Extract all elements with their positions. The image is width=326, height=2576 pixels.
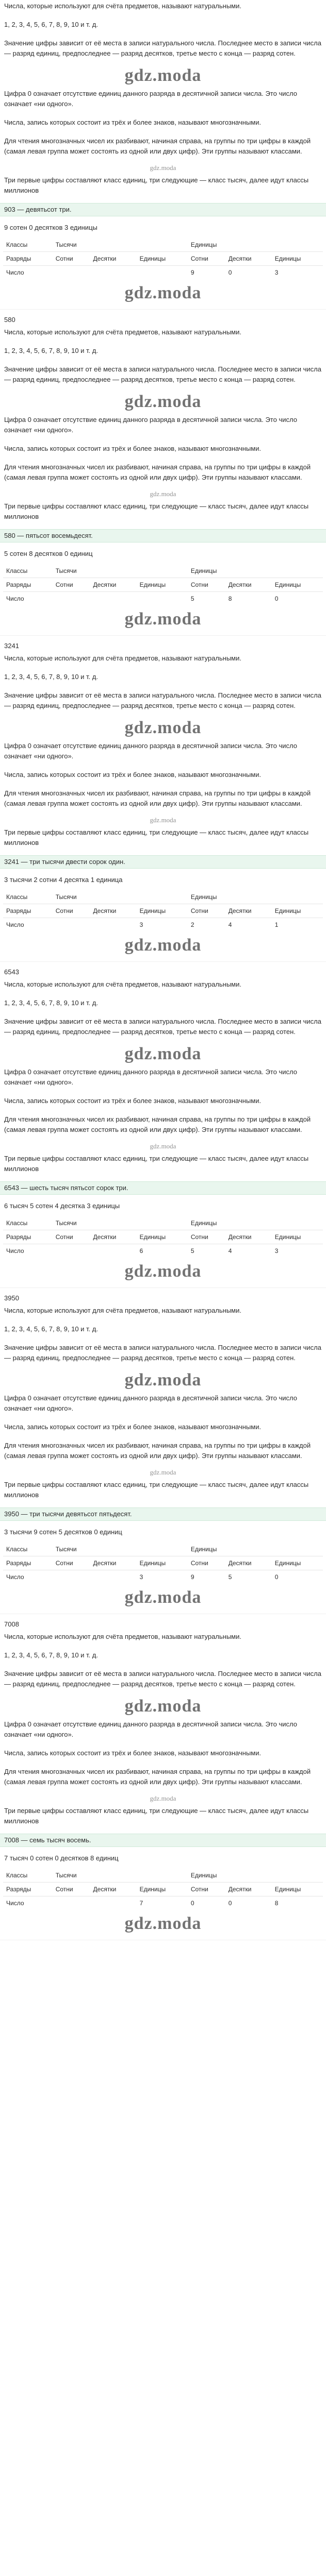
table-cell: Тысячи: [55, 1872, 77, 1879]
table-cell: [90, 1570, 137, 1584]
watermark: gdz.moda: [124, 718, 202, 737]
explanation-text: 1, 2, 3, 4, 5, 6, 7, 8, 9, 10 и т. д.: [4, 1651, 98, 1659]
table-cell: Число: [3, 1570, 53, 1584]
watermark: gdz.moda: [124, 1370, 202, 1389]
explanation-text: Числа, запись которых состоит из трёх и более знаков, называют многозначными.: [4, 1749, 262, 1757]
problem-id: 6543: [4, 968, 19, 976]
place-value-table: [3, 1216, 323, 1258]
table-cell: Единицы: [190, 241, 217, 248]
composition-text: 9 сотен 0 десятков 3 единицы: [4, 224, 97, 231]
explanation-text: Числа, запись которых состоит из трёх и более знаков, называют многозначными.: [4, 771, 262, 778]
table-cell: Единицы: [190, 567, 217, 574]
table-cell: [53, 1244, 90, 1258]
watermark: gdz.moda: [124, 1262, 202, 1281]
watermark: gdz.moda: [150, 816, 176, 824]
composition-text: 5 сотен 8 десятков 0 единиц: [4, 550, 93, 557]
table-cell: 5: [188, 1244, 225, 1258]
table-cell: [90, 918, 137, 932]
table-cell: Разряды: [3, 904, 53, 918]
explanation-text: Числа, которые используют для счёта предметов, называют натуральными.: [4, 1307, 241, 1314]
table-cell: 0: [188, 1896, 225, 1910]
table-cell: [90, 1244, 137, 1258]
problem-block: [0, 966, 326, 1288]
table-cell: Классы: [6, 241, 28, 248]
table-cell: [53, 266, 90, 280]
table-row: [3, 1216, 323, 1230]
table-cell: Число: [3, 1244, 53, 1258]
table-cell: Десятки: [225, 1230, 272, 1244]
watermark: gdz.moda: [124, 609, 202, 629]
table-cell: Разряды: [3, 1883, 53, 1896]
composition-text: 3 тысячи 2 сотни 4 десятка 1 единица: [4, 876, 123, 884]
table-cell: 5: [188, 592, 225, 606]
table-cell: [137, 238, 188, 252]
explanation-text: Цифра 0 означает отсутствие единиц данного разряда в десятичной записи числа. Это число означает «ни одного».: [4, 742, 297, 760]
table-cell: Единицы: [137, 578, 188, 592]
table-cell: [53, 918, 90, 932]
table-cell: [90, 266, 137, 280]
place-value-table: [3, 238, 323, 279]
table-cell: Единицы: [137, 1230, 188, 1244]
watermark: gdz.moda: [124, 936, 202, 955]
table-cell: Десятки: [90, 578, 137, 592]
table-cell: Сотни: [53, 1883, 90, 1896]
table-cell: 0: [272, 592, 323, 606]
table-row: [3, 578, 323, 592]
table-row: [3, 592, 323, 606]
explanation-text: Числа, которые используют для счёта предметов, называют натуральными.: [4, 1633, 241, 1640]
watermark: gdz.moda: [124, 66, 202, 85]
explanation-text: Числа, запись которых состоит из трёх и более знаков, называют многозначными.: [4, 1097, 262, 1105]
table-cell: 5: [225, 1570, 272, 1584]
explanation-text: Три первые цифры составляют класс единиц, три следующие — класс тысяч, далее идут классы миллионов: [4, 1807, 309, 1825]
table-cell: 2: [188, 918, 225, 932]
table-cell: Число: [3, 1896, 53, 1910]
table-row: [3, 238, 323, 252]
table-cell: Сотни: [53, 1230, 90, 1244]
answer-highlight: 7008 — семь тысяч восемь.: [0, 1834, 326, 1847]
table-row: [3, 904, 323, 918]
table-cell: Тысячи: [55, 1219, 77, 1227]
watermark: gdz.moda: [150, 1468, 176, 1476]
table-cell: Тысячи: [55, 893, 77, 901]
explanation-text: Для чтения многозначных чисел их разбивают, начиная справа, на группы по три цифры в каждой (самая левая группа может состоять из одной или двух цифр). Эти группы называют классами.: [4, 463, 311, 481]
table-cell: Единицы: [272, 904, 323, 918]
explanation-text: Три первые цифры составляют класс единиц, три следующие — класс тысяч, далее идут классы миллионов: [4, 502, 309, 520]
explanation-text: Значение цифры зависит от её места в записи натурального числа. Последнее место в записи числа — разряд единиц, предпоследнее — разряд десятков, третье место с конца — разряд сотен.: [4, 1344, 321, 1362]
table-cell: 3: [272, 266, 323, 280]
table-cell: Десятки: [225, 578, 272, 592]
explanation-text: Для чтения многозначных чисел их разбивают, начиная справа, на группы по три цифры в каждой (самая левая группа может состоять из одной или двух цифр). Эти группы называют классами.: [4, 137, 311, 155]
problem-id: 7008: [4, 1620, 19, 1628]
table-cell: Единицы: [272, 1230, 323, 1244]
place-value-table: [3, 890, 323, 931]
table-cell: Десятки: [225, 904, 272, 918]
answer-highlight: 903 — девятьсот три.: [0, 203, 326, 216]
explanation-text: Значение цифры зависит от её места в записи натурального числа. Последнее место в записи числа — разряд единиц, предпоследнее — разряд десятков, третье место с конца — разряд сотен.: [4, 1670, 321, 1688]
explanation-text: Для чтения многозначных чисел их разбивают, начиная справа, на группы по три цифры в каждой (самая левая группа может состоять из одной или двух цифр). Эти группы называют классами.: [4, 1115, 311, 1133]
table-cell: Единицы: [137, 904, 188, 918]
answer-highlight: 3241 — три тысячи двести сорок один.: [0, 855, 326, 869]
table-cell: Число: [3, 266, 53, 280]
table-cell: 0: [225, 1896, 272, 1910]
watermark: gdz.moda: [124, 1588, 202, 1607]
place-value-table: [3, 564, 323, 605]
problem-id: 3950: [4, 1294, 19, 1302]
explanation-text: Числа, которые используют для счёта предметов, называют натуральными.: [4, 654, 241, 662]
table-cell: Единицы: [137, 1556, 188, 1570]
table-cell: Десятки: [90, 1556, 137, 1570]
table-cell: Классы: [6, 1872, 28, 1879]
table-cell: 9: [188, 266, 225, 280]
table-row: [3, 918, 323, 932]
explanation-text: Для чтения многозначных чисел их разбивают, начиная справа, на группы по три цифры в каждой (самая левая группа может состоять из одной или двух цифр). Эти группы называют классами.: [4, 789, 311, 807]
table-row: [3, 1896, 323, 1910]
table-cell: 3: [137, 1570, 188, 1584]
explanation-text: Для чтения многозначных чисел их разбивают, начиная справа, на группы по три цифры в каждой (самая левая группа может состоять из одной или двух цифр). Эти группы называют классами.: [4, 1442, 311, 1460]
table-cell: Десятки: [225, 1883, 272, 1896]
table-row: [3, 1570, 323, 1584]
table-row: [3, 1869, 323, 1883]
table-cell: Десятки: [90, 1883, 137, 1896]
table-cell: 7: [137, 1896, 188, 1910]
explanation-text: Цифра 0 означает отсутствие единиц данного разряда в десятичной записи числа. Это число означает «ни одного».: [4, 1394, 297, 1412]
table-cell: Сотни: [53, 252, 90, 266]
composition-text: 6 тысяч 5 сотен 4 десятка 3 единицы: [4, 1202, 120, 1210]
table-cell: 3: [272, 1244, 323, 1258]
table-cell: Единицы: [190, 1219, 217, 1227]
table-cell: Единицы: [190, 1872, 217, 1879]
explanation-text: 1, 2, 3, 4, 5, 6, 7, 8, 9, 10 и т. д.: [4, 21, 98, 28]
table-cell: 1: [272, 918, 323, 932]
watermark: gdz.moda: [124, 1044, 202, 1063]
composition-text: 3 тысячи 9 сотен 5 десятков 0 единиц: [4, 1528, 122, 1536]
watermark: gdz.moda: [124, 1697, 202, 1716]
table-cell: [137, 564, 188, 578]
table-cell: Сотни: [188, 1556, 225, 1570]
problem-block: [0, 1292, 326, 1614]
table-cell: Сотни: [188, 904, 225, 918]
explanation-text: Для чтения многозначных чисел их разбивают, начиная справа, на группы по три цифры в каждой (самая левая группа может состоять из одной или двух цифр). Эти группы называют классами.: [4, 1768, 311, 1786]
problem-block: [0, 314, 326, 636]
table-cell: 4: [225, 918, 272, 932]
problem-id: 3241: [4, 642, 19, 650]
problem-id: 580: [4, 316, 15, 324]
table-cell: 8: [225, 592, 272, 606]
table-cell: [53, 1896, 90, 1910]
table-row: [3, 1244, 323, 1258]
table-cell: 6: [137, 1244, 188, 1258]
table-cell: Сотни: [188, 252, 225, 266]
explanation-text: Цифра 0 означает отсутствие единиц данного разряда в десятичной записи числа. Это число означает «ни одного».: [4, 1720, 297, 1738]
table-cell: Разряды: [3, 1230, 53, 1244]
table-cell: Единицы: [137, 252, 188, 266]
explanation-text: Три первые цифры составляют класс единиц, три следующие — класс тысяч, далее идут классы миллионов: [4, 828, 309, 846]
watermark: gdz.moda: [124, 1914, 202, 1933]
problem-block: [0, 0, 326, 310]
explanation-text: Числа, которые используют для счёта предметов, называют натуральными.: [4, 980, 241, 988]
table-cell: Разряды: [3, 252, 53, 266]
table-cell: Единицы: [272, 578, 323, 592]
table-cell: Десятки: [90, 252, 137, 266]
table-cell: Единицы: [137, 1883, 188, 1896]
explanation-text: Три первые цифры составляют класс единиц, три следующие — класс тысяч, далее идут классы миллионов: [4, 176, 309, 194]
table-cell: [137, 1869, 188, 1883]
table-row: [3, 1883, 323, 1896]
table-cell: Классы: [6, 1546, 28, 1553]
explanation-text: Три первые цифры составляют класс единиц, три следующие — класс тысяч, далее идут классы миллионов: [4, 1155, 309, 1173]
table-row: [3, 252, 323, 266]
explanation-text: 1, 2, 3, 4, 5, 6, 7, 8, 9, 10 и т. д.: [4, 1325, 98, 1333]
explanation-text: Числа, которые используют для счёта предметов, называют натуральными.: [4, 2, 241, 10]
table-cell: Тысячи: [55, 1546, 77, 1553]
table-cell: Единицы: [272, 1556, 323, 1570]
answer-highlight: 580 — пятьсот восемьдесят.: [0, 529, 326, 543]
explanation-text: Цифра 0 означает отсутствие единиц данного разряда в десятичной записи числа. Это число означает «ни одного».: [4, 416, 297, 434]
table-cell: [53, 1570, 90, 1584]
explanation-text: Числа, запись которых состоит из трёх и более знаков, называют многозначными.: [4, 445, 262, 452]
table-row: [3, 266, 323, 280]
table-cell: Разряды: [3, 578, 53, 592]
explanation-text: Значение цифры зависит от её места в записи натурального числа. Последнее место в записи числа — разряд единиц, предпоследнее — разряд десятков, третье место с конца — разряд сотен.: [4, 39, 321, 57]
table-cell: [137, 592, 188, 606]
watermark: gdz.moda: [150, 1794, 176, 1802]
watermark: gdz.moda: [124, 283, 202, 302]
table-cell: Единицы: [272, 1883, 323, 1896]
explanation-text: Значение цифры зависит от её места в записи натурального числа. Последнее место в записи числа — разряд единиц, предпоследнее — разряд десятков, третье место с конца — разряд сотен.: [4, 365, 321, 383]
table-cell: Сотни: [188, 578, 225, 592]
problem-block: [0, 640, 326, 962]
table-cell: 9: [188, 1570, 225, 1584]
table-cell: Десятки: [90, 904, 137, 918]
explanation-text: 1, 2, 3, 4, 5, 6, 7, 8, 9, 10 и т. д.: [4, 999, 98, 1007]
explanation-text: Три первые цифры составляют класс единиц, три следующие — класс тысяч, далее идут классы миллионов: [4, 1481, 309, 1499]
explanation-text: Числа, которые используют для счёта предметов, называют натуральными.: [4, 328, 241, 336]
watermark: gdz.moda: [150, 490, 176, 498]
explanation-text: 1, 2, 3, 4, 5, 6, 7, 8, 9, 10 и т. д.: [4, 347, 98, 354]
table-cell: [90, 1896, 137, 1910]
place-value-table: [3, 1543, 323, 1584]
explanation-text: Значение цифры зависит от её места в записи натурального числа. Последнее место в записи числа — разряд единиц, предпоследнее — разряд десятков, третье место с конца — разряд сотен.: [4, 1018, 321, 1036]
composition-text: 7 тысяч 0 сотен 0 десятков 8 единиц: [4, 1854, 119, 1862]
explanation-text: Числа, запись которых состоит из трёх и более знаков, называют многозначными.: [4, 118, 262, 126]
table-cell: Сотни: [188, 1883, 225, 1896]
table-cell: [90, 592, 137, 606]
table-cell: Классы: [6, 893, 28, 901]
table-cell: Сотни: [53, 1556, 90, 1570]
table-cell: Сотни: [53, 578, 90, 592]
table-row: [3, 564, 323, 578]
table-cell: Классы: [6, 567, 28, 574]
table-cell: [53, 592, 90, 606]
table-cell: Разряды: [3, 1556, 53, 1570]
watermark: gdz.moda: [150, 164, 176, 172]
table-cell: Единицы: [190, 893, 217, 901]
explanation-text: Цифра 0 означает отсутствие единиц данного разряда в десятичной записи числа. Это число означает «ни одного».: [4, 1068, 297, 1086]
table-cell: [137, 1216, 188, 1230]
table-cell: Классы: [6, 1219, 28, 1227]
table-cell: Тысячи: [55, 241, 77, 248]
problem-block: [0, 1618, 326, 1940]
table-cell: 4: [225, 1244, 272, 1258]
table-row: [3, 1230, 323, 1244]
table-cell: 8: [272, 1896, 323, 1910]
table-cell: 3: [137, 918, 188, 932]
answer-highlight: 3950 — три тысячи девятьсот пятьдесят.: [0, 1507, 326, 1521]
table-cell: 0: [272, 1570, 323, 1584]
answer-highlight: 6543 — шесть тысяч пятьсот сорок три.: [0, 1181, 326, 1195]
table-cell: Сотни: [53, 904, 90, 918]
explanation-text: 1, 2, 3, 4, 5, 6, 7, 8, 9, 10 и т. д.: [4, 673, 98, 681]
table-cell: Тысячи: [55, 567, 77, 574]
explanation-text: Числа, запись которых состоит из трёх и более знаков, называют многозначными.: [4, 1423, 262, 1431]
table-cell: Сотни: [188, 1230, 225, 1244]
table-row: [3, 1543, 323, 1556]
table-cell: Число: [3, 592, 53, 606]
table-cell: 0: [225, 266, 272, 280]
table-cell: Десятки: [225, 1556, 272, 1570]
table-row: [3, 890, 323, 904]
watermark: gdz.moda: [150, 1142, 176, 1150]
watermark: gdz.moda: [124, 392, 202, 411]
place-value-table: [3, 1869, 323, 1910]
table-row: [3, 1556, 323, 1570]
table-cell: Десятки: [225, 252, 272, 266]
table-cell: [137, 1543, 188, 1556]
table-cell: [137, 890, 188, 904]
table-cell: Единицы: [190, 1546, 217, 1553]
table-cell: [137, 266, 188, 280]
table-cell: Десятки: [90, 1230, 137, 1244]
explanation-text: Цифра 0 означает отсутствие единиц данного разряда в десятичной записи числа. Это число означает «ни одного».: [4, 90, 297, 108]
explanation-text: Значение цифры зависит от её места в записи натурального числа. Последнее место в записи числа — разряд единиц, предпоследнее — разряд десятков, третье место с конца — разряд сотен.: [4, 691, 321, 709]
table-cell: Единицы: [272, 252, 323, 266]
table-cell: Число: [3, 918, 53, 932]
